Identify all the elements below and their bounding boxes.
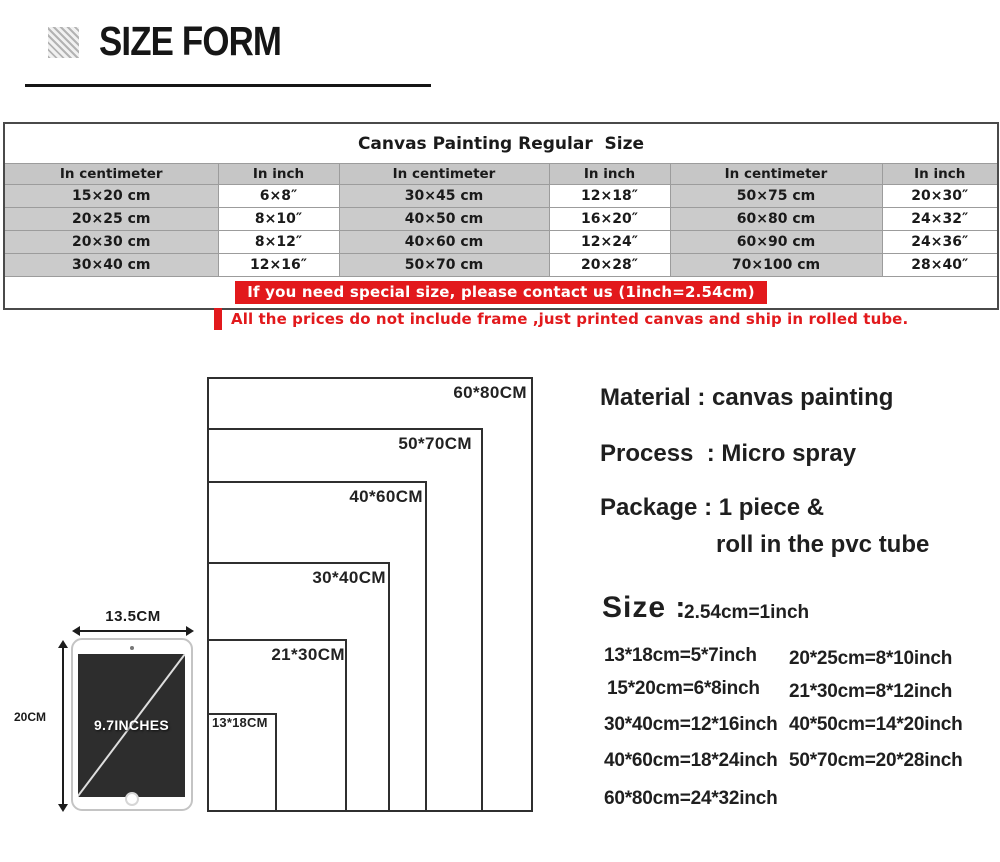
size-cell-cm: 20×30 cm (4, 231, 218, 254)
table-header-row (4, 164, 998, 185)
header-divider (25, 84, 431, 87)
tablet-screen (78, 654, 185, 797)
page-title: SIZE FORM (99, 18, 282, 64)
package-line-2: roll in the pvc tube (716, 531, 930, 558)
package-line-1: Package : 1 piece & (600, 494, 825, 521)
size-cell-inch: 16×20″ (549, 208, 670, 231)
special-size-banner: If you need special size, please contact us (1inch=2.54cm) (235, 281, 767, 304)
size-cell-inch: 28×40″ (882, 254, 998, 277)
table-row (4, 208, 998, 231)
height-arrow-icon (62, 642, 64, 810)
size-rect-label: 30*40CM (312, 568, 386, 587)
tablet-width-label: 13.5CM (105, 608, 161, 625)
size-cell-cm: 30×40 cm (4, 254, 218, 277)
conversion-item: 20*25cm=8*10inch (789, 648, 953, 669)
banner-row (4, 277, 998, 310)
size-cell-inch: 8×12″ (218, 231, 339, 254)
size-cell-cm: 70×100 cm (670, 254, 882, 277)
size-cell-inch: 6×8″ (218, 185, 339, 208)
size-rect-label: 21*30CM (271, 645, 345, 664)
size-rect-label: 40*60CM (349, 487, 423, 506)
size-cell-inch: 8×10″ (218, 208, 339, 231)
size-cell-inch: 24×32″ (882, 208, 998, 231)
column-header-inch-3: In inch (882, 164, 998, 185)
hatch-square-icon (48, 27, 79, 58)
table-row (4, 185, 998, 208)
price-note (214, 308, 908, 330)
size-rect-label: 60*80CM (453, 383, 527, 402)
size-rect-label: 13*18CM (212, 715, 268, 730)
size-cell-cm: 30×45 cm (339, 185, 549, 208)
size-heading: Size : (602, 591, 687, 624)
size-cell-cm: 60×90 cm (670, 231, 882, 254)
size-cell-cm: 60×80 cm (670, 208, 882, 231)
size-cell-cm: 50×75 cm (670, 185, 882, 208)
tablet-camera-icon (130, 646, 134, 650)
table-title-row (4, 123, 998, 164)
tablet-diagonal-label: 9.7INCHES (93, 717, 170, 733)
size-cell-inch: 12×16″ (218, 254, 339, 277)
tablet-height-label: 20CM (14, 710, 47, 724)
size-cell-cm: 50×70 cm (339, 254, 549, 277)
column-header-cm-1: In centimeter (4, 164, 218, 185)
table-row (4, 231, 998, 254)
size-cell-cm: 15×20 cm (4, 185, 218, 208)
material-line: Material : canvas painting (600, 384, 894, 411)
table-row (4, 254, 998, 277)
conversion-item: 40*50cm=14*20inch (789, 714, 963, 735)
conversion-item: 50*70cm=20*28inch (789, 750, 963, 771)
table-title: Canvas Painting Regular Size (4, 123, 998, 164)
tablet-home-button-icon (125, 792, 139, 806)
size-cell-inch: 12×18″ (549, 185, 670, 208)
size-table (3, 122, 999, 310)
conversion-item: 30*40cm=12*16inch (604, 714, 778, 735)
process-line: Process : Micro spray (600, 440, 857, 467)
conversion-item: 40*60cm=18*24inch (604, 750, 778, 771)
size-rect-label: 50*70CM (398, 434, 472, 453)
size-cell-inch: 24×36″ (882, 231, 998, 254)
size-cell-cm: 20×25 cm (4, 208, 218, 231)
size-cell-inch: 12×24″ (549, 231, 670, 254)
price-note-text: All the prices do not include frame ,just printed canvas and ship in rolled tube. (231, 310, 909, 328)
width-arrow-icon (74, 630, 192, 632)
column-header-cm-3: In centimeter (670, 164, 882, 185)
column-header-inch-2: In inch (549, 164, 670, 185)
size-cell-cm: 40×50 cm (339, 208, 549, 231)
conversion-item: 13*18cm=5*7inch (604, 645, 757, 666)
size-conversion-note: 2.54cm=1inch (684, 602, 810, 623)
size-cell-inch: 20×28″ (549, 254, 670, 277)
size-cell-inch: 20×30″ (882, 185, 998, 208)
conversion-item: 60*80cm=24*32inch (604, 788, 778, 809)
red-bar-icon (214, 308, 222, 330)
conversion-item: 15*20cm=6*8inch (607, 678, 760, 699)
conversion-item: 21*30cm=8*12inch (789, 681, 953, 702)
column-header-cm-2: In centimeter (339, 164, 549, 185)
tablet-illustration (71, 638, 193, 811)
column-header-inch-1: In inch (218, 164, 339, 185)
size-cell-cm: 40×60 cm (339, 231, 549, 254)
